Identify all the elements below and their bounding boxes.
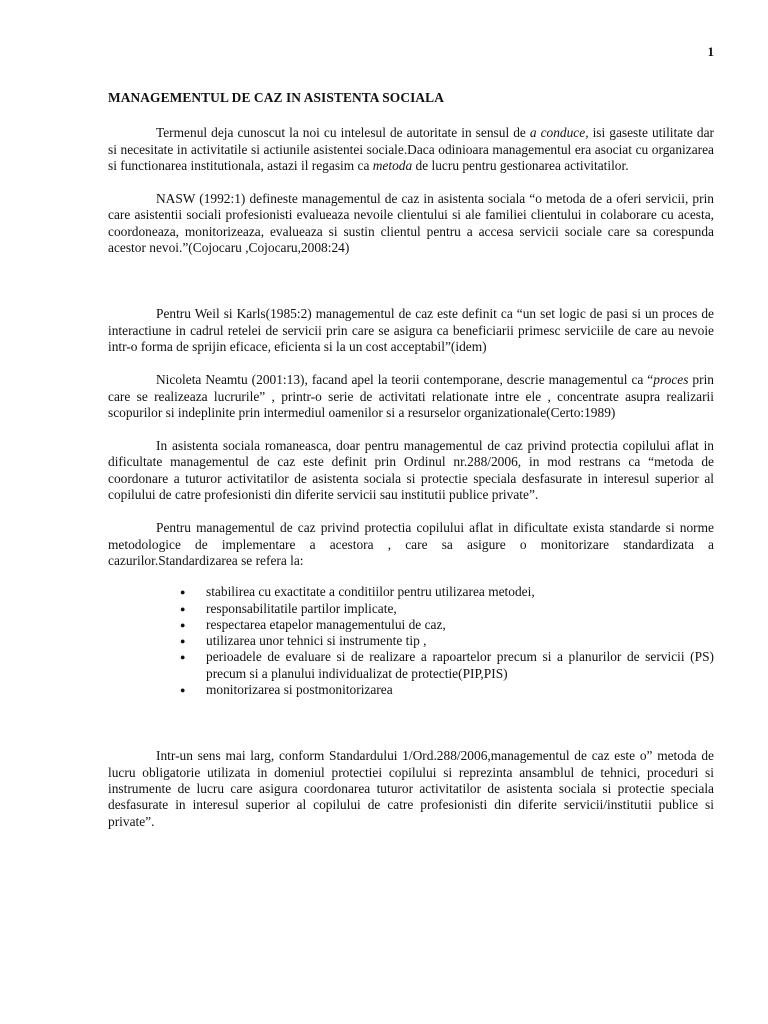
list-item-text: utilizarea unor tehnici si instrumente tip , bbox=[206, 633, 427, 649]
paragraph-intro-emphasis-metoda: metoda bbox=[372, 157, 413, 173]
list-item-text: monitorizarea si postmonitorizarea bbox=[206, 682, 393, 698]
standardization-list bbox=[108, 584, 714, 698]
paragraph-intro-text-b: isi gaseste utilitate dar si necesitate in activitatile si actiunile asistentei sociale.Daca odinioara managementul era asociat cu organizarea si functionarea institutionala, astazi il regasim ca bbox=[108, 125, 714, 173]
paragraph-neamtu-emphasis-proces: proces bbox=[653, 372, 689, 388]
list-item-text: responsabilitatile partilor implicate, bbox=[206, 600, 397, 616]
paragraph-standard-1: Intr-un sens mai larg, conform Standardului 1/Ord.288/2006,managementul de caz este o” metoda de lucru obligatorie utilizata in domeniul protectiei copilului si reprezinta ansamblul de tehnici, proceduri si instrumente de lucru care asigura coordonarea tuturor activitatilor de asistenta sociala si protectie speciala desfasurate in interesul superior al copilului de catre profesionisti din diferite servicii/institutii publice si private”. bbox=[108, 748, 714, 829]
document-title: MANAGEMENTUL DE CAZ IN ASISTENTA SOCIALA bbox=[108, 90, 444, 105]
paragraph-neamtu bbox=[108, 372, 714, 421]
list-item bbox=[184, 633, 714, 649]
paragraph-intro bbox=[108, 125, 714, 174]
list-item-text: respectarea etapelor managementului de caz, bbox=[206, 616, 446, 632]
list-item bbox=[184, 584, 714, 600]
list-item bbox=[184, 682, 714, 698]
paragraph-intro-text-a: Termenul deja cunoscut la noi cu intelesul de autoritate in sensul de bbox=[156, 125, 530, 141]
document-body bbox=[108, 90, 714, 830]
paragraph-nasw: NASW (1992:1) defineste managementul de caz in asistenta sociala “o metoda de a oferi servicii, prin care asistentii sociali profesionisti evalueaza nevoile clientului si ale familiei clientului in colaborare cu acesta, coordoneaza, monitorizeaza, evalueaza si sustin clientul pentru a accesa servicii sociale care sa corespunda acestor nevoi.”(Cojocaru ,Cojocaru,2008:24) bbox=[108, 191, 714, 256]
page-number: 1 bbox=[707, 44, 714, 59]
list-item-text: perioadele de evaluare si de realizare a rapoartelor precum si a planurilor de servicii (PS) precum si a planului individualizat de protectie(PIP,PIS) bbox=[206, 649, 714, 681]
paragraph-romanian-social-work: In asistenta sociala romaneasca, doar pentru managementul de caz privind protectia copilului aflat in dificultate managementul de caz este definit prin Ordinul nr.288/2006, in mod restrans ca “metoda de coordonare a tuturor activitatilor de asistenta sociala si protectie speciala desfasurate in interesul superior al copilului de catre profesionisti din diferite servicii sau institutii publice private”. bbox=[108, 438, 714, 503]
paragraph-weil-karls: Pentru Weil si Karls(1985:2) managementul de caz este definit ca “un set logic de pasi si un proces de interactiune in cadrul retelei de servicii prin care se asigura ca beneficiarii primesc serviciile de care au nevoie intr-o forma de sprijin eficace, eficienta si la un cost acceptabil”(idem) bbox=[108, 306, 714, 354]
paragraph-neamtu-text-a: Nicoleta Neamtu (2001:13), facand apel la teorii contemporane, descrie managementul ca “ bbox=[156, 372, 654, 388]
paragraph-standards: Pentru managementul de caz privind protectia copilului aflat in dificultate exista standarde si norme metodologice de implementare a acestora , care sa asigure o monitorizare standardizata a cazurilor.Standardizarea se refera la: bbox=[108, 520, 714, 568]
paragraph-neamtu-text-b: prin care se realizeaza lucrurile” , printr-o serie de activitati relationate intre ele , concentrate asupra realizarii scopurilor si indeplinite prin intermediul oamenilor si a resurselor organizationale(Certo:1989) bbox=[108, 372, 714, 420]
list-item bbox=[184, 617, 714, 633]
list-item bbox=[184, 649, 714, 682]
list-item bbox=[184, 601, 714, 617]
list-item-text: stabilirea cu exactitate a conditiilor pentru utilizarea metodei, bbox=[206, 584, 535, 600]
paragraph-intro-text-c: de lucru pentru gestionarea activitatilor. bbox=[412, 157, 629, 173]
paragraph-intro-emphasis-conduce: a conduce, bbox=[529, 125, 589, 141]
